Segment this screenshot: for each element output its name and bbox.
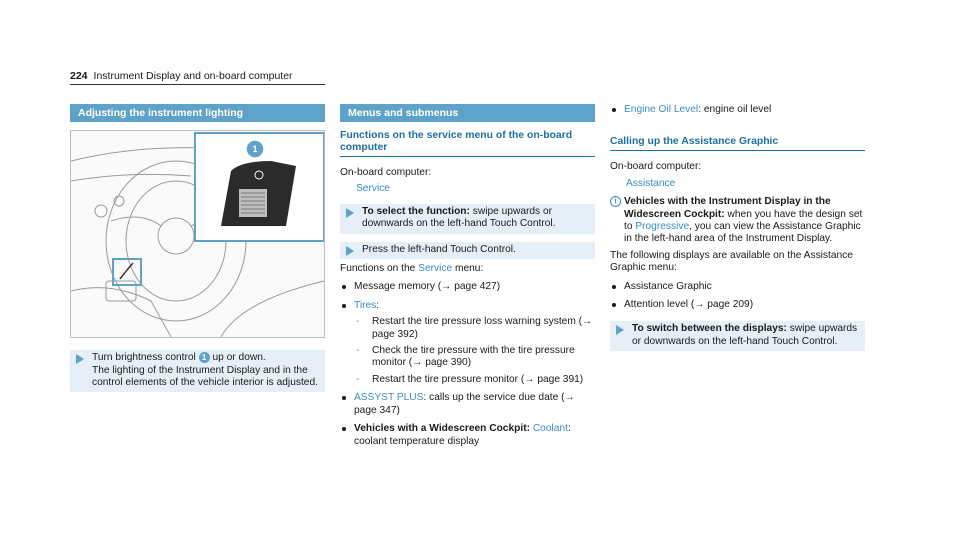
list-item-text: Attention level (→ page 209) <box>624 299 754 311</box>
available-displays-text: The following displays are available on the Assistance Graphic menu: <box>610 249 853 274</box>
functions-pre: Functions on the <box>340 263 419 275</box>
onboard-label: On-board computer: <box>610 161 702 173</box>
step-switch-displays <box>610 321 865 351</box>
step-text: Press the left-hand Touch Control. <box>362 243 516 255</box>
bullet-icon <box>342 285 346 289</box>
list-item-assistance-graphic <box>610 281 865 293</box>
sub-item-restart-loss <box>340 316 595 341</box>
list-item-attention-level <box>610 299 865 311</box>
step-text: Turn brightness control <box>92 352 199 364</box>
list-item-bold: Vehicles with a Widescreen Cockpit: <box>354 423 530 435</box>
step-text: swipe upwards or downwards on the left-hand Touch Control. <box>632 323 858 347</box>
bullet-icon <box>342 427 346 431</box>
step-bold: To select the function: <box>362 205 470 217</box>
bullet-icon <box>612 285 616 289</box>
service-link[interactable]: Service <box>356 183 390 195</box>
sub-item-text: Check the tire pressure with the tire pressure monitor (→ page 390) <box>372 345 575 369</box>
column-middle <box>340 104 595 448</box>
list-item-engine-oil <box>610 104 865 116</box>
callout-badge: 1 <box>199 352 210 363</box>
step-press-touch <box>340 242 595 259</box>
info-text: when you have the design set to <box>624 208 863 233</box>
step-arrow-icon <box>616 325 624 335</box>
assyst-link[interactable]: ASSYST PLUS <box>354 392 424 404</box>
functions-post: menu: <box>452 263 484 275</box>
step-select-function <box>340 204 595 234</box>
functions-line <box>340 263 595 275</box>
sub-item-text: Restart the tire pressure monitor (→ page 391) <box>372 373 584 385</box>
list-item-text: : <box>376 299 380 311</box>
list-item-text: Message memory (→ page 427) <box>354 281 501 293</box>
subhead-service-menu: Functions on the service menu of the on-board computer <box>340 130 595 157</box>
sub-item-check-pressure <box>340 345 595 370</box>
bullet-icon <box>612 108 616 112</box>
engine-oil-link[interactable]: Engine Oil Level <box>624 104 699 115</box>
bullet-icon <box>342 396 346 400</box>
onboard-label: On-board computer: <box>340 167 432 178</box>
section-bar-menus: Menus and submenus <box>340 104 595 122</box>
step-arrow-icon <box>346 246 354 256</box>
info-icon: i <box>610 196 621 207</box>
dash-icon: - <box>356 316 360 328</box>
section-bar-lighting: Adjusting the instrument lighting <box>70 104 325 122</box>
info-note <box>610 196 865 246</box>
step-text-cont: up or down. <box>209 352 266 364</box>
info-bold: Vehicles with the Instrument Display in the Widescreen Cockpit: <box>624 196 831 220</box>
page-title: Instrument Display and on-board computer <box>93 70 293 82</box>
page-header <box>70 70 325 85</box>
dashboard-illustration <box>71 131 324 337</box>
step-result: The lighting of the Instrument Display and in the control elements of the vehicle interior is adjusted. <box>92 364 318 388</box>
bullet-icon <box>612 303 616 307</box>
tires-link[interactable]: Tires <box>354 299 377 311</box>
list-item-coolant <box>340 423 595 448</box>
step-arrow-icon <box>346 208 354 218</box>
assistance-link[interactable]: Assistance <box>626 177 676 189</box>
dashboard-figure <box>70 130 325 338</box>
sub-item-text: Restart the tire pressure loss warning system (→ page 392) <box>372 316 593 340</box>
list-item-text: : calls up the service due date (→ page 347) <box>354 392 575 416</box>
step-text: swipe upwards or downwards on the left-hand Touch Control. <box>362 205 556 230</box>
page-number: 224 <box>70 70 88 82</box>
progressive-link[interactable]: Progressive <box>635 221 690 233</box>
list-item-message-memory <box>340 281 595 293</box>
step-arrow-icon <box>76 354 84 364</box>
step-bold: To switch between the displays: <box>632 323 787 335</box>
list-item-tires <box>340 300 595 312</box>
figure-callout: 1 <box>252 144 258 154</box>
list-item-text: : coolant temperature display <box>354 423 571 447</box>
column-right <box>610 104 865 351</box>
subhead-assistance: Calling up the Assistance Graphic <box>610 136 865 151</box>
bullet-icon <box>342 304 346 308</box>
dash-icon: - <box>356 373 360 385</box>
dash-icon: - <box>356 345 360 357</box>
list-item-assyst <box>340 392 595 417</box>
step-turn-brightness <box>70 350 325 392</box>
list-item-text: Assistance Graphic <box>624 280 712 292</box>
list-item-text: : engine oil level <box>698 104 772 115</box>
coolant-link[interactable]: Coolant <box>532 423 568 435</box>
info-text-cont: , you can view the Assistance Graphic in the left-hand area of the Instrument Display. <box>624 221 861 245</box>
service-menu-link[interactable]: Service <box>418 263 453 275</box>
sub-item-restart-monitor <box>340 374 595 386</box>
column-left <box>70 104 325 392</box>
